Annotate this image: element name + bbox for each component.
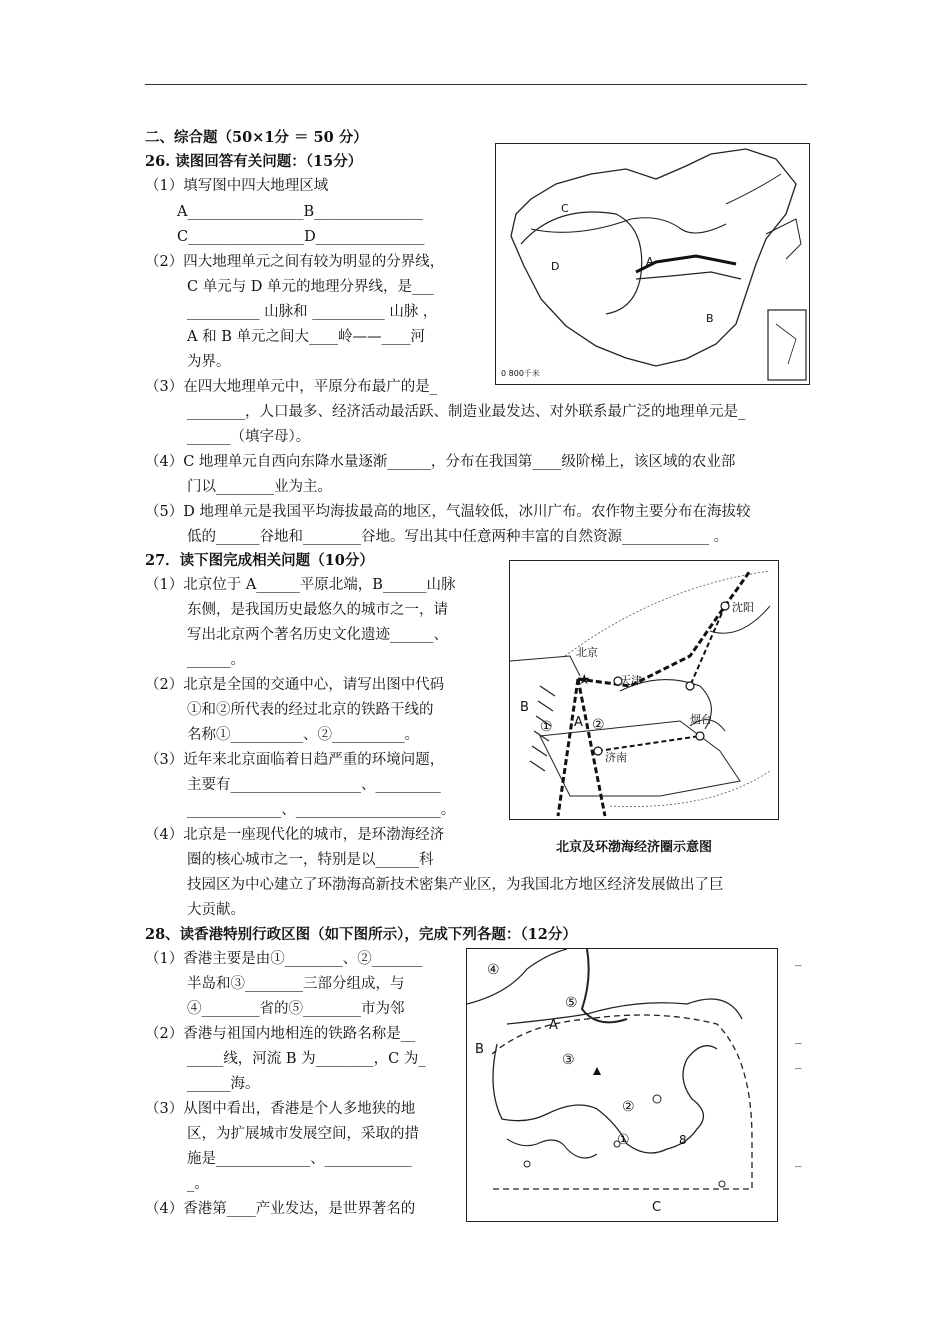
map-scale: 0 800千米: [501, 369, 540, 378]
q27-line: （3）近年来北京面临着日趋严重的环境问题，: [145, 752, 445, 768]
label-b: B: [520, 700, 529, 715]
q28-line: 半岛和③________三部分组成，与: [187, 976, 405, 992]
label-yantai: 烟台: [690, 713, 712, 726]
rail-code-1: ①: [540, 719, 553, 735]
q28-line: （1）香港主要是由①________、②_______: [145, 951, 423, 967]
header-rule: [145, 84, 807, 85]
q26-title: 26. 读图回答有关问题：（15分）: [145, 153, 363, 170]
margin-mark: _: [795, 1153, 802, 1168]
q26-line: 为界。: [187, 354, 231, 370]
q28-line: （2）香港与祖国内地相连的铁路名称是__: [145, 1026, 416, 1042]
q27-line: ______。: [187, 652, 245, 668]
q27-line: （2）北京是全国的交通中心，请写出图中代码: [145, 677, 445, 693]
q26-line: A________________B_______________: [177, 204, 423, 220]
q27-line: 主要有__________________、_________: [187, 777, 441, 793]
q26-line: （3）在四大地理单元中，平原分布最广的是_: [145, 379, 437, 395]
q27-line: 东侧，是我国历史最悠久的城市之一，请: [187, 602, 448, 618]
q27-title: 27．读下图完成相关问题（10分）: [145, 552, 374, 569]
q27-line: ①和②所代表的经过北京的铁路干线的: [187, 702, 434, 718]
map-num-4: ④: [487, 962, 500, 978]
map-label-d: D: [551, 260, 560, 273]
q28-line: _。: [187, 1176, 209, 1192]
q26-line: （2）四大地理单元之间有较为明显的分界线，: [145, 254, 445, 270]
q26-line: A 和 B 单元之间大____岭——____河: [187, 329, 425, 345]
peak-triangle-icon: [593, 1067, 601, 1075]
q27-line: 大贡献。: [187, 902, 245, 918]
q27-line: 写出北京两个著名历史文化遗迹______、: [187, 627, 448, 643]
q28-line: （4）香港第____产业发达，是世界著名的: [145, 1201, 416, 1217]
q27-line: _____________、____________________。: [187, 802, 456, 818]
map-label-b: B: [475, 1042, 484, 1057]
map-label-c: C: [652, 1200, 662, 1215]
label-beijing: 北京: [576, 646, 598, 659]
q28-line: 施是_____________、____________: [187, 1151, 412, 1167]
q26-line: 门以________业为主。: [187, 479, 332, 495]
q28-line: （3）从图中看出，香港是个人多地狭的地: [145, 1101, 416, 1117]
q28-title: 28、读香港特别行政区图（如下图所示），完成下列各题：（12分）: [145, 926, 577, 943]
margin-mark: _: [795, 1030, 802, 1045]
q27-line: 技园区为中心建立了环渤海高新技术密集产业区，为我国北方地区经济发展做出了巨: [187, 877, 724, 893]
hongkong-map: [466, 948, 778, 1222]
china-regions-map: [495, 143, 810, 385]
label-jinan: 济南: [605, 751, 627, 764]
map-num-2: ②: [622, 1099, 635, 1115]
q27-line: 名称①__________、②__________。: [187, 727, 419, 743]
q26-line: ________，人口最多、经济活动最活跃、制造业最发达、对外联系最广泛的地理单元是_: [187, 404, 746, 420]
margin-mark: _: [795, 952, 802, 967]
beijing-bohai-map: [509, 560, 779, 820]
q28-line: 区，为扩展城市发展空间，采取的措: [187, 1126, 419, 1142]
q28-line: ④________省的⑤________市为邻: [187, 1001, 405, 1017]
map-label-a: A: [549, 1018, 558, 1033]
q28-line: _____线，河流 B 为________，C 为_: [187, 1051, 426, 1067]
beijing-map-caption: 北京及环渤海经济圈示意图: [556, 840, 713, 855]
map-num-3: ③: [562, 1052, 575, 1068]
map-label-8: 8: [679, 1133, 687, 1147]
label-shenyang: 沈阳: [732, 601, 754, 614]
section-title: 二、综合题（50×1分 ＝ 50 分）: [145, 129, 368, 146]
q26-line: C 单元与 D 单元的地理分界线，是___: [187, 279, 434, 295]
map-label-a: A: [646, 255, 654, 268]
q26-line: ______（填字母）。: [187, 429, 311, 445]
label-tianjin: 天津: [620, 674, 642, 687]
map-label-c: C: [561, 202, 569, 215]
q26-line: 低的______谷地和________谷地。写出其中任意两种丰富的自然资源____________ 。: [187, 529, 729, 545]
beijing-star-icon: ★: [578, 672, 591, 688]
q27-line: （4）北京是一座现代化的城市，是环渤海经济: [145, 827, 445, 843]
label-a: A: [574, 715, 583, 730]
q26-line: （5）D 地理单元是我国平均海拔最高的地区，气温较低，冰川广布。农作物主要分布在海拔较: [145, 504, 751, 520]
q26-line: （1）填写图中四大地理区域: [145, 178, 329, 194]
margin-mark: _: [795, 1055, 802, 1070]
map-num-5: ⑤: [565, 995, 578, 1011]
q26-line: __________ 山脉和 __________ 山脉 ，: [187, 304, 438, 320]
map-num-1: ①: [617, 1132, 630, 1148]
map-label-b: B: [706, 312, 714, 325]
q26-line: C________________D_______________: [177, 229, 425, 245]
q26-line: （4）C 地理单元自西向东降水量逐渐______，分布在我国第____级阶梯上，该区域的农业部: [145, 454, 736, 470]
q27-line: （1）北京位于 A______平原北端，B______山脉: [145, 577, 456, 593]
q27-line: 圈的核心城市之一，特别是以______科: [187, 852, 434, 868]
rail-code-2: ②: [592, 717, 605, 733]
q28-line: ______海。: [187, 1076, 260, 1092]
